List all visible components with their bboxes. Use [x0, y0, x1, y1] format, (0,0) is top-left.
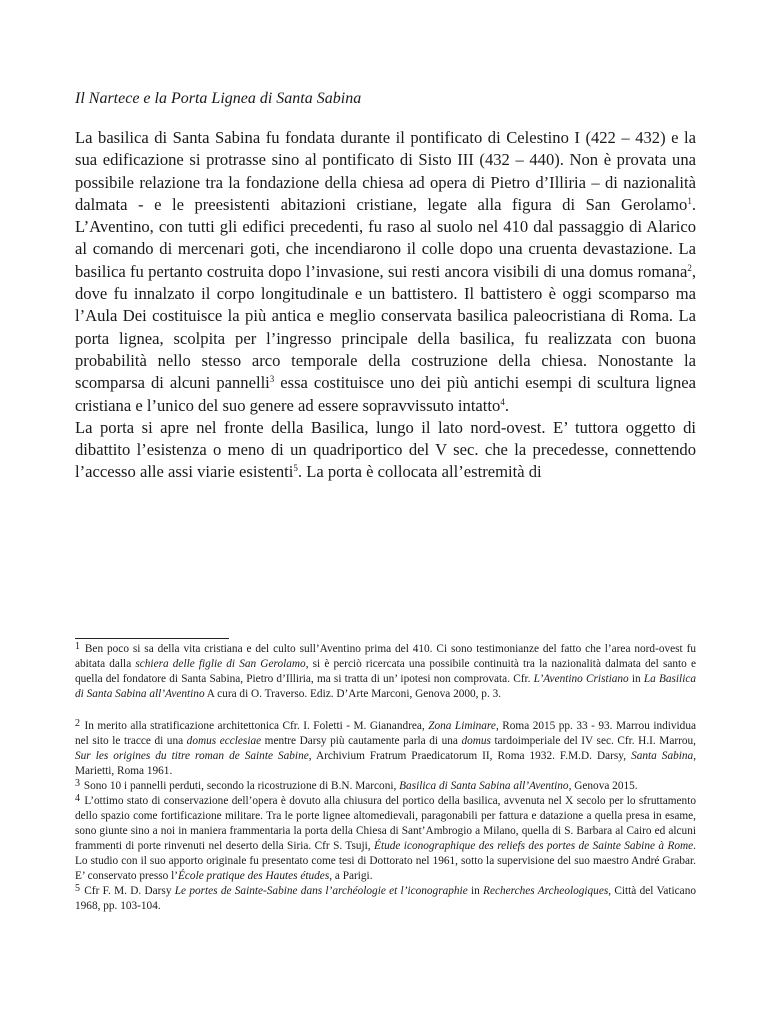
footnote-number: 4: [75, 793, 80, 804]
text-run: . L’Aventino, con tutti gli edifici precedenti, fu raso al suolo nel 410 dal passaggio di Alarico al comando di mercenari goti, che incendiarono il colle dopo una cruenta devastazione. La basilica fu pertanto costruita dopo l’invasione, sui resti ancora visibili di una domus romana: [75, 194, 696, 281]
text-run-italic: schiera delle figlie di San Gerolamo: [135, 658, 306, 670]
text-run-italic: Sur les origines du titre roman de Sainte Sabine: [75, 750, 309, 762]
footnote-ref-5[interactable]: 5: [293, 463, 298, 474]
text-run: . La porta è collocata all’estremità di: [297, 462, 542, 482]
text-run-italic: Le portes de Sainte-Sabine dans l’archéologie et l’iconographie: [174, 885, 468, 897]
footnote-ref-1[interactable]: 1: [687, 195, 692, 206]
text-run: , Archivium Fratrum Praedicatorum II, Roma 1932. F.M.D. Darsy,: [308, 750, 632, 762]
footnote-separator: [75, 638, 229, 639]
main-text: [75, 127, 696, 484]
text-run: La basilica di Santa Sabina fu fondata durante il pontificato di Celestino I (422 – 432) e la sua edificazione si protrasse sino al pontificato di Sisto III (432 – 440). Non è provata una possibile relazione tra la fondazione della chiesa ad opera di Pietro d’Illiria – di nazionalità dalmata - e le preesistenti abitazioni cristiane, legate alla figura di San Gerolamo: [75, 128, 696, 214]
text-run: Ben poco si sa della vita cristiana e del culto sull’Aventino prima del 410. Ci sono testimonianze del fatto che l’area nord-ovest fu abitata dalla: [75, 643, 696, 670]
footnotes: [75, 642, 696, 914]
text-run: in: [467, 885, 484, 897]
text-run-italic: domus ecclesiae: [186, 735, 262, 747]
text-run-italic: L’Aventino Cristiano: [533, 673, 629, 685]
footnote-4: [75, 794, 696, 884]
paragraph-1: [75, 127, 696, 417]
text-run: , si è perciò ricercata una possibile continuità tra la nazionalità dalmata del santo e quella del fondatore di Santa Sabina, Pietro d’Illiria, ma si tratta di un’ ipotesi non comprovata. Cfr.: [75, 658, 696, 685]
footnote-5: [75, 884, 696, 914]
text-run-italic: Recherches Archeologiques: [483, 885, 609, 897]
text-run: , Città del Vaticano 1968, pp. 103-104.: [75, 885, 696, 912]
footnote-number: 1: [75, 641, 80, 652]
footnote-number: 2: [75, 718, 80, 729]
text-run: tardoimperiale del IV sec. Cfr. H.I. Marrou,: [490, 735, 697, 747]
text-run: mentre Darsy più cautamente parla di una: [261, 735, 462, 747]
text-run: Cfr F. M. D. Darsy: [81, 885, 175, 897]
text-run-italic: Étude iconographique des reliefs des portes de Sainte Sabine à Rome: [374, 840, 694, 852]
footnote-number: 3: [75, 778, 80, 789]
text-run: , dove fu innalzato il corpo longitudinale e un battistero. Il battistero è oggi scomparso ma l’Aula Dei costituisce la più antica e meglio conservata basilica paleocristiana di Roma. La porta lignea, scolpita per l’ingresso principale della basilica, fu realizzata con buona probabilità nello stesso arco temporale della costruzione della chiesa. Nonostante la scomparsa di alcuni pannelli: [75, 261, 696, 393]
text-run: L’ottimo stato di conservazione dell’opera è dovuto alla chiusura del portico della basilica, avvenuta nel X secolo per lo sfruttamento dello spazio come fortificazione militare. Tra le porte lignee altomedievali, paragonabili per fattura e datazione a quella presa in esame, sono giunte sino a noi in maniera frammentaria la porta della Chiesa di Sant’Ambrogio a Milano, quella di S. Barbara al Cairo ed alcuni frammenti di porte rinvenuti nel deserto della Siria. Cfr S. Tsuji,: [75, 795, 696, 852]
footnote-1: [75, 642, 696, 702]
text-run-italic: École pratique des Hautes études: [178, 870, 330, 882]
footnote-number: 5: [75, 883, 80, 894]
paragraph-2: [75, 417, 696, 484]
text-run: , Marietti, Roma 1961.: [75, 750, 697, 777]
text-run: Sono 10 i pannelli perduti, secondo la ricostruzione di B.N. Marconi,: [81, 780, 400, 792]
text-run: . Lo studio con il suo apporto originale fu presentato come tesi di Dottorato nel 1961, sotto la supervisione del suo maestro André Grabar. E’ conservato presso l’: [75, 840, 696, 882]
text-run: , Roma 2015 pp. 33 - 93. Marrou individua nel sito le tracce di una: [75, 720, 696, 747]
text-run: A cura di O. Traverso. Ediz. D’Arte Marconi, Genova 2000, p. 3.: [204, 688, 502, 700]
text-run: .: [504, 395, 509, 415]
text-run: essa costituisce uno dei più antichi esempi di scultura lignea cristiana e l’unico del suo genere ad essere sopravvissuto intatto: [75, 373, 696, 415]
text-run-italic: La Basilica di Santa Sabina all’Aventino: [75, 673, 697, 700]
text-run: in: [628, 673, 644, 685]
footnote-3: [75, 779, 696, 794]
text-run-italic: Basilica di Santa Sabina all’Aventino: [399, 780, 569, 792]
text-run-italic: Santa Sabina: [631, 750, 694, 762]
text-run: La porta si apre nel fronte della Basilica, lungo il lato nord-ovest. E’ tuttora oggetto di dibattito l’esistenza o meno di un quadriportico del V sec. che la precedesse, connettendo l’accesso alle assi viarie esistenti: [75, 417, 696, 482]
text-run-italic: Zona Liminare: [428, 720, 496, 732]
footnote-ref-4[interactable]: 4: [500, 396, 505, 407]
text-run: , a Parigi.: [329, 870, 373, 882]
footnote-ref-2[interactable]: 2: [687, 262, 692, 273]
text-run: , Genova 2015.: [568, 780, 638, 792]
page-title: Il Nartece e la Porta Lignea di Santa Sabina: [75, 90, 362, 107]
footnote-2: [75, 719, 696, 779]
text-run: In merito alla stratificazione architettonica Cfr. I. Foletti - M. Gianandrea,: [81, 720, 429, 732]
footnote-ref-3[interactable]: 3: [269, 374, 275, 385]
text-run-italic: domus: [461, 735, 491, 747]
